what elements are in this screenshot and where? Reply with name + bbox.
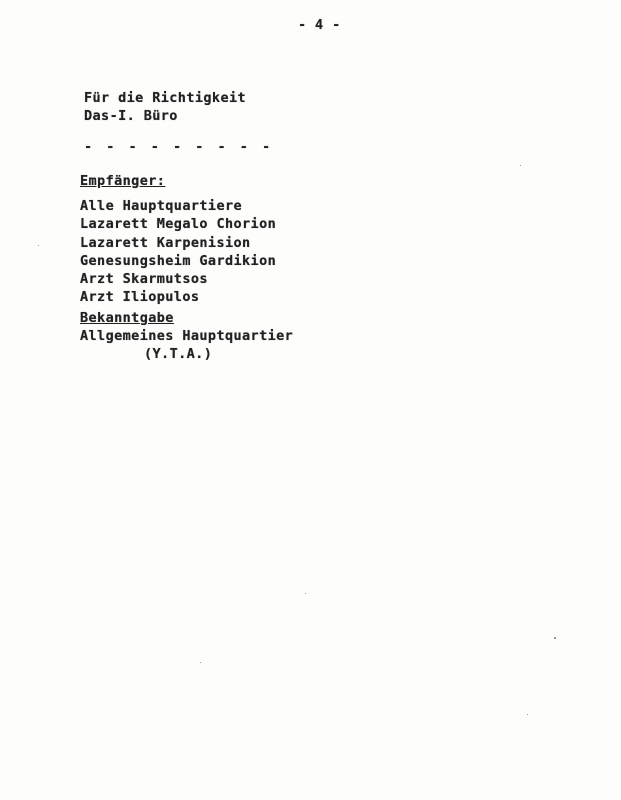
recipient-item: Arzt Skarmutsos (80, 271, 208, 288)
page-number: - 4 - (298, 17, 341, 33)
recipient-item: Lazarett Karpenision (80, 234, 251, 251)
recipient-item: Arzt Iliopulos (80, 289, 200, 306)
separator-dashes: - - - - - - - - - (84, 139, 274, 155)
notice-line-1: Allgemeines Hauptquartier (80, 328, 294, 344)
scan-speck (305, 593, 306, 594)
recipients-list (80, 197, 276, 307)
recipient-item: Alle Hauptquartiere (80, 198, 243, 214)
scan-speck (554, 637, 556, 639)
signature-line-2: Das-I. Büro (84, 108, 178, 124)
scan-speck (520, 165, 521, 166)
scan-speck (38, 245, 39, 246)
signature-line-1: Für die Richtigkeit (84, 90, 247, 106)
notice-heading: Bekanntgabe (80, 310, 174, 326)
scan-speck (200, 662, 201, 663)
recipient-item: Lazarett Megalo Chorion (80, 216, 277, 233)
recipient-item: Genesungsheim Gardikion (80, 252, 277, 269)
recipients-heading: Empfänger: (80, 173, 166, 189)
scan-speck (527, 714, 528, 715)
notice-line-2: (Y.T.A.) (144, 346, 213, 362)
